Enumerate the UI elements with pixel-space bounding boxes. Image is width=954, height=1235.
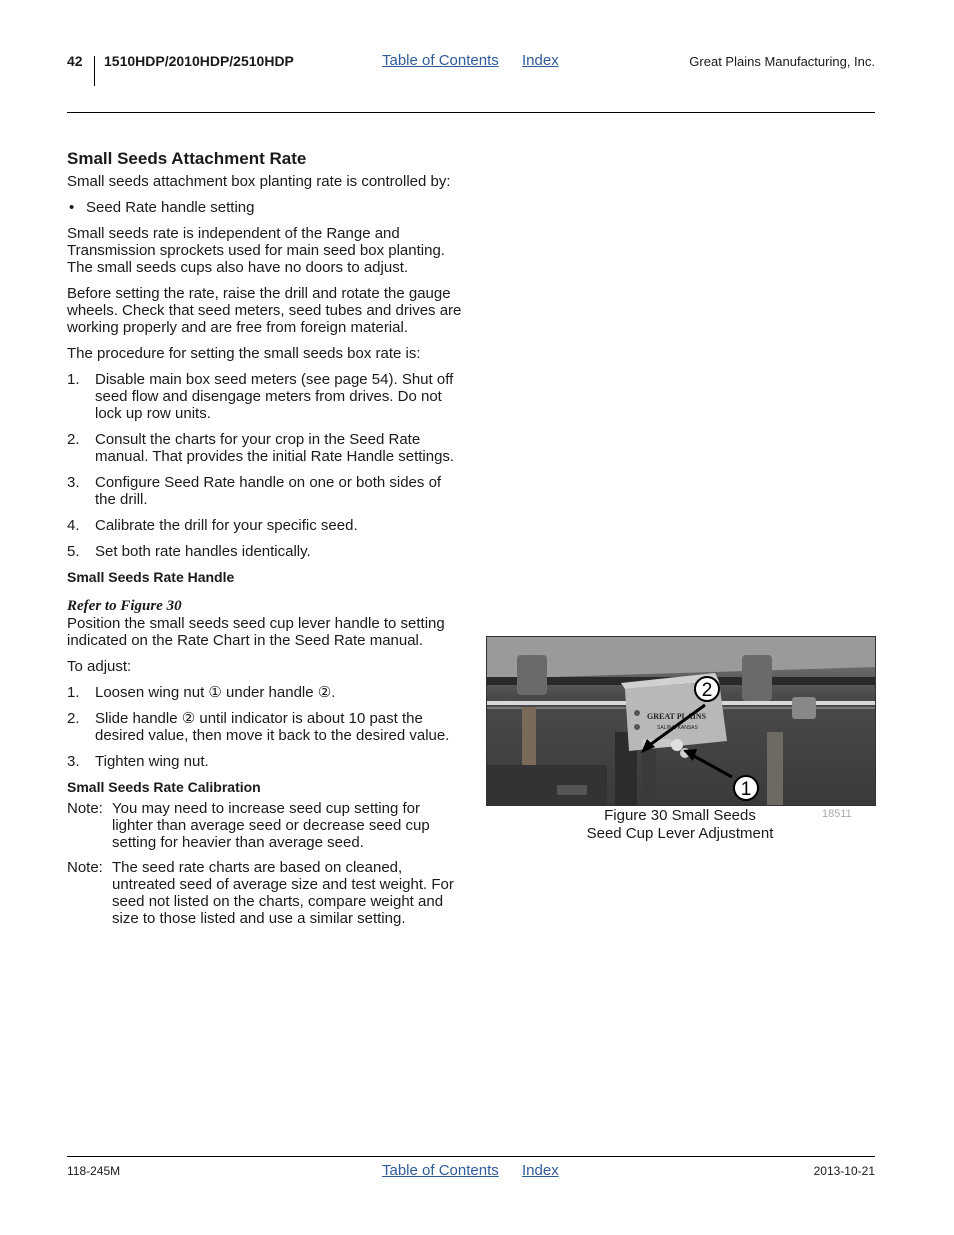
figure-reference: Refer to Figure 30: [67, 598, 182, 614]
box-logo-text: GREAT PLAINS: [647, 712, 707, 721]
caption-line-2: Seed Cup Lever Adjustment: [586, 825, 774, 842]
list-item: 2. Consult the charts for your crop in the Seed Rate manual. That provides the initial Rate Handle settings.: [67, 431, 455, 465]
index-link-bottom[interactable]: Index: [522, 1162, 559, 1179]
header-rule: [67, 112, 875, 113]
callout-1-label: 1: [740, 779, 752, 800]
bullet-item: [67, 199, 462, 216]
figure-30-photo: [486, 636, 876, 806]
model-title: 1510HDP/2010HDP/2510HDP: [104, 53, 294, 69]
list-item: 4. Calibrate the drill for your specific seed.: [67, 517, 358, 534]
to-adjust-label: To adjust:: [67, 658, 132, 675]
bullet-text: Seed Rate handle setting: [86, 199, 255, 216]
section-title: Small Seeds Attachment Rate: [67, 149, 307, 168]
header-divider: [94, 56, 95, 86]
main-column: [67, 150, 462, 935]
note-item: Note: The seed rate charts are based on cleaned, untreated seed of average size and test weight. For seed not listed on the charts, compare weight and size to those listed and use a similar setting.: [67, 859, 454, 927]
figure-caption: [560, 807, 800, 843]
index-link-top[interactable]: Index: [522, 52, 559, 69]
note-item: Note: You may need to increase seed cup setting for lighter than average seed or decrease seed cup setting for heavier than average seed.: [67, 800, 430, 851]
rate-calibration-title: Small Seeds Rate Calibration: [67, 779, 261, 795]
list-item: 5. Set both rate handles identically.: [67, 543, 311, 560]
seed-cup-illustration: [487, 637, 875, 805]
procedure-steps: [67, 371, 462, 560]
footer-rule: [67, 1156, 875, 1157]
box-location-text: SALINA, KANSAS: [657, 725, 698, 731]
intro-paragraph: Small seeds attachment box planting rate is controlled by:: [67, 173, 451, 190]
list-item: 1. Disable main box seed meters (see page 54). Shut off seed flow and disengage meters from drives. Do not lock up row units.: [67, 371, 454, 422]
paragraph-before-setting: Before setting the rate, raise the drill and rotate the gauge wheels. Check that seed meters, seed tubes and drives are working properly and are free from foreign material.: [67, 285, 462, 336]
paragraph-independent: Small seeds rate is independent of the Range and Transmission sprockets used for main seed box planting. The small seeds cups also have no doors to adjust.: [67, 225, 445, 276]
bullet-dot: •: [69, 199, 75, 216]
handle-paragraph: Position the small seeds seed cup lever handle to setting indicated on the Rate Chart in the Seed Rate manual.: [67, 615, 445, 649]
document-date: 2013-10-21: [813, 1164, 875, 1178]
list-item: 3. Tighten wing nut.: [67, 753, 209, 770]
list-item: 3. Configure Seed Rate handle on one or both sides of the drill.: [67, 474, 442, 508]
list-item: 1. Loosen wing nut ① under handle ②.: [67, 684, 336, 701]
toc-link-bottom[interactable]: Table of Contents: [382, 1162, 499, 1179]
page-number: 42: [67, 53, 83, 69]
rate-handle-title: Small Seeds Rate Handle: [67, 569, 235, 585]
figure-part-number: 18511: [822, 808, 852, 820]
adjust-steps: [67, 684, 462, 770]
callout-2-label: 2: [701, 680, 713, 701]
toc-link-top[interactable]: Table of Contents: [382, 52, 499, 69]
caption-line-1: Figure 30 Small Seeds: [604, 807, 756, 824]
list-item: 2. Slide handle ② until indicator is about 10 past the desired value, then move it back to the desired value.: [67, 710, 450, 744]
paragraph-procedure: The procedure for setting the small seeds box rate is:: [67, 345, 421, 362]
document-number: 118-245M: [67, 1164, 121, 1178]
company-name: Great Plains Manufacturing, Inc.: [689, 54, 875, 69]
